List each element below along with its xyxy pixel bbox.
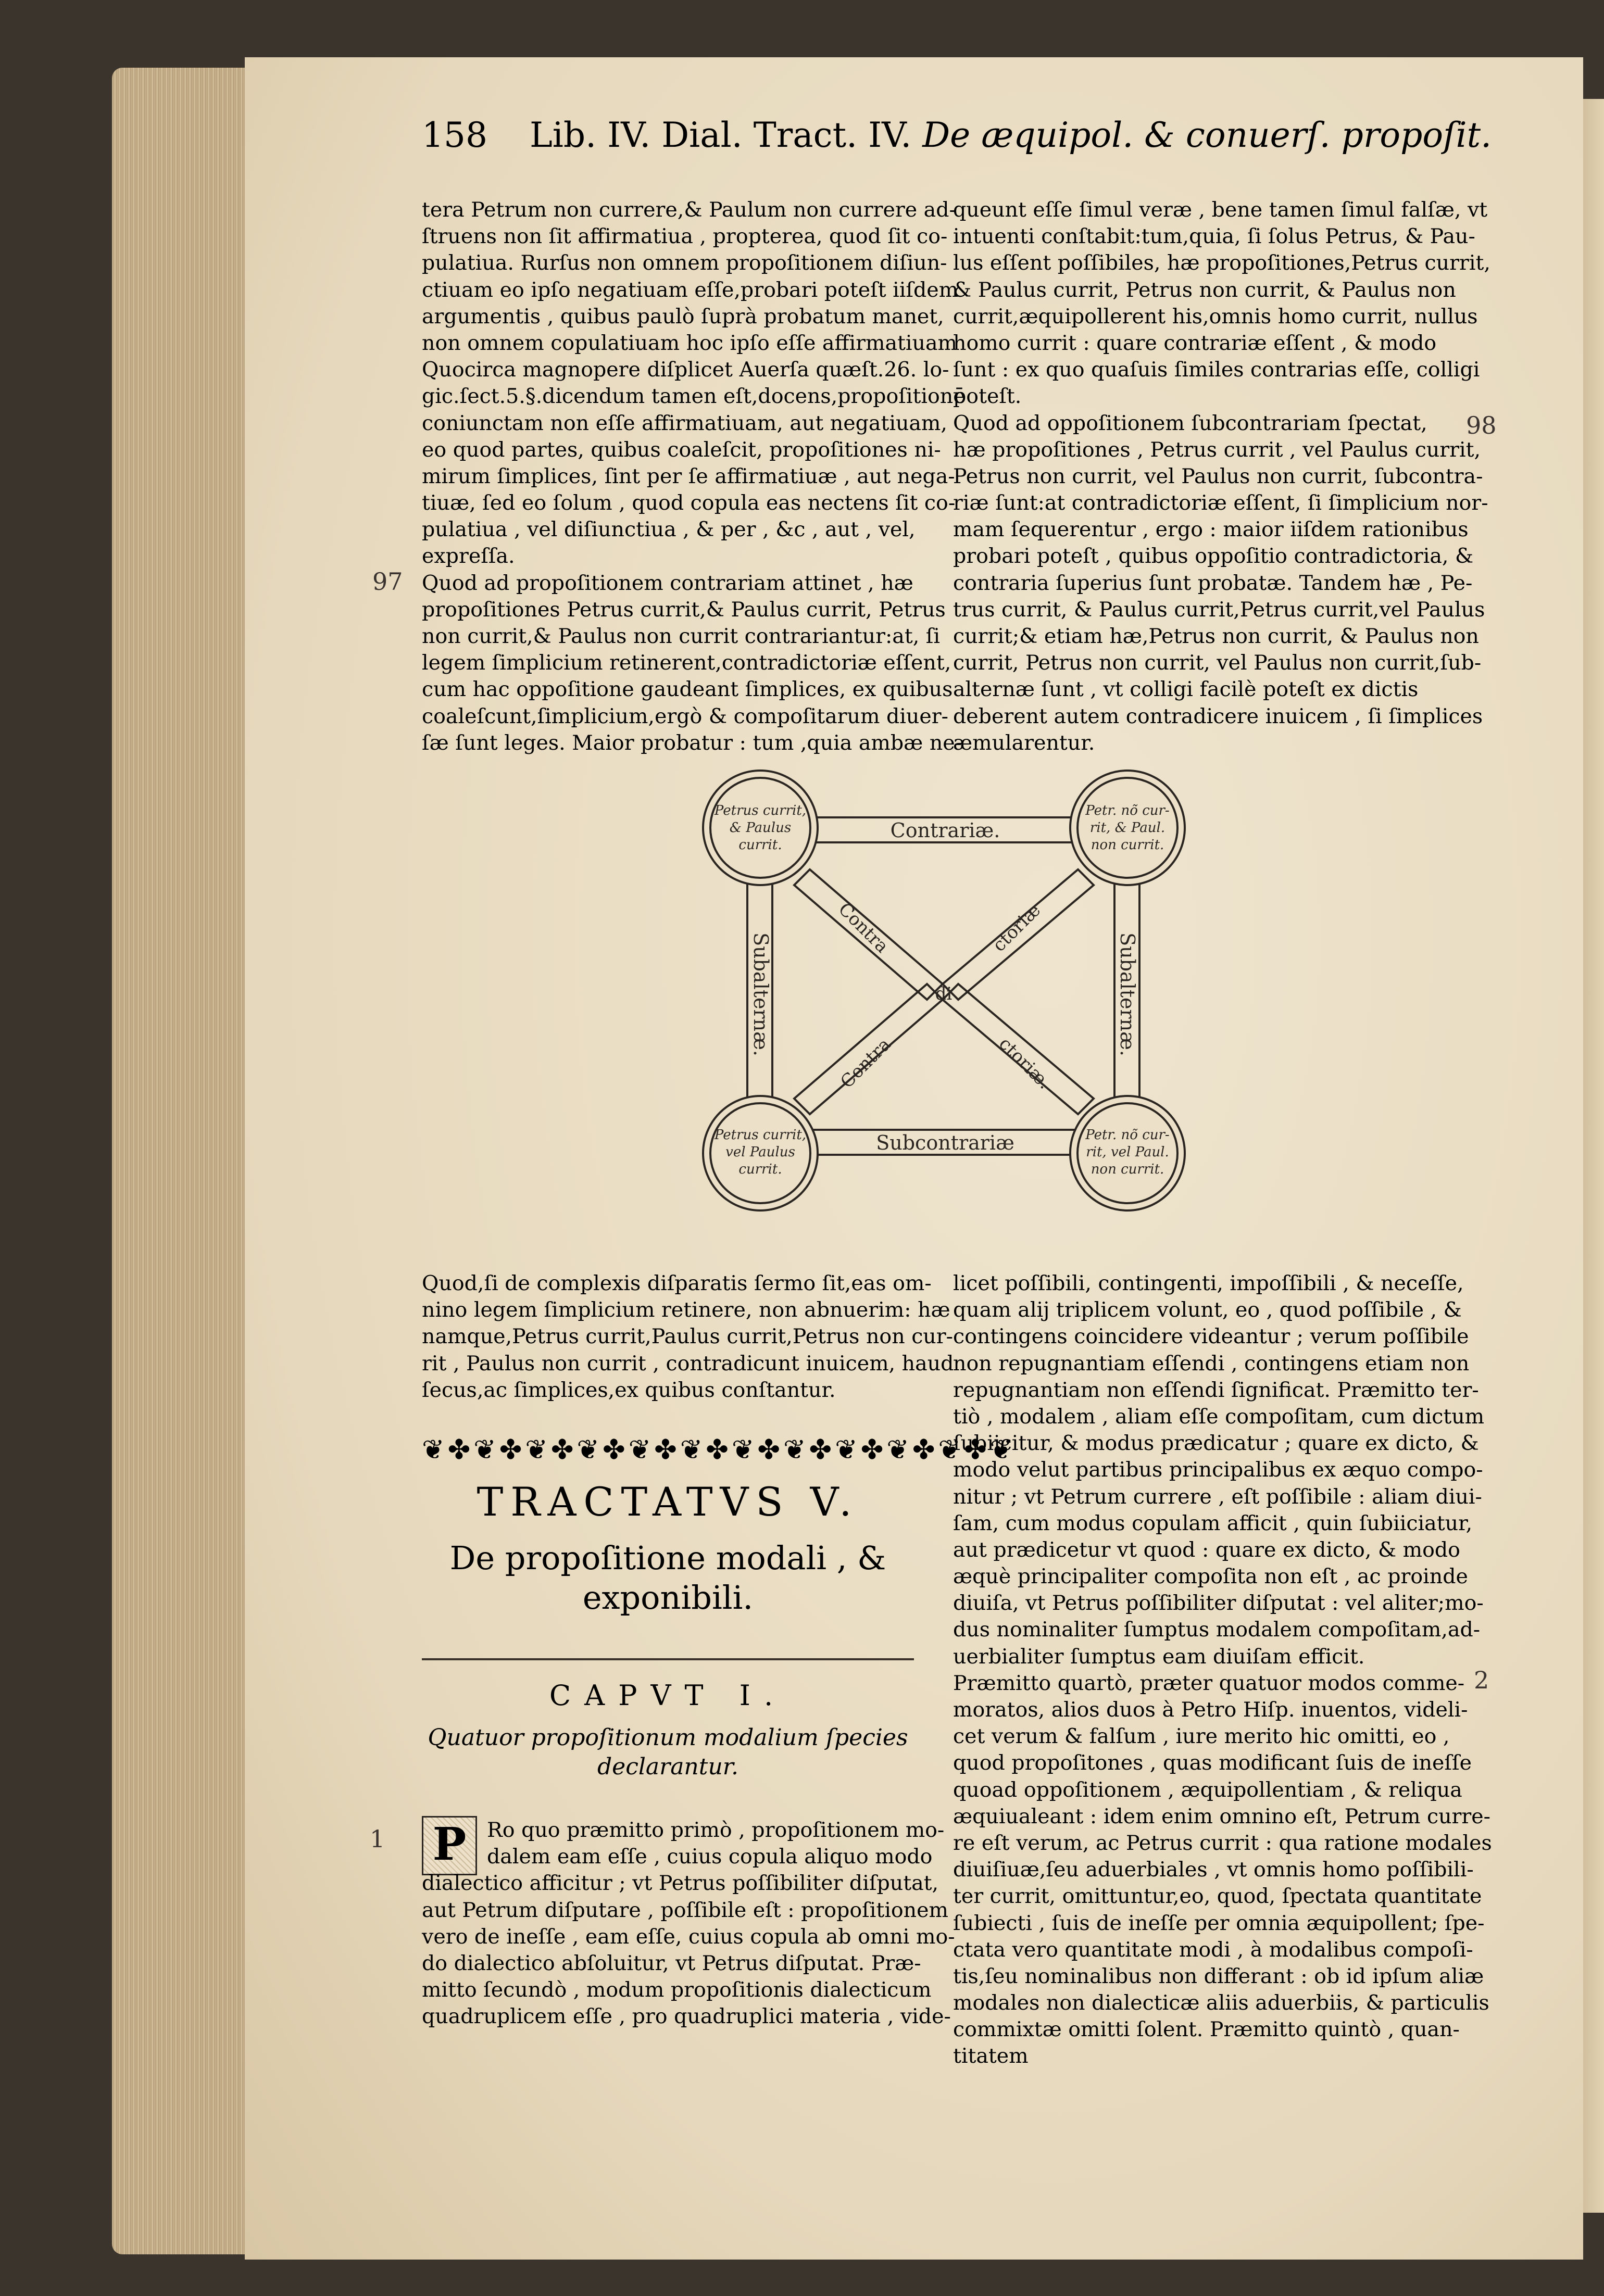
text-line: non repugnantiam eſſendi , contingens etiam non [953,1351,1470,1376]
text-line: Quod ad oppoſitionem ſubcontrariam ſpectat, [953,411,1427,435]
text-line: mirum ſimplices, ſint per ſe affirmatiuæ , aut nega- [422,464,955,488]
circle-text: rit, & Paul. [1089,820,1166,836]
text-line: do dialectico abſoluitur, vt Petrus diſputat. Præ- [422,1951,921,1975]
text-line: Petrus non currit, vel Paulus non currit, ſubcontra- [953,464,1483,488]
text-line: poteſt. [953,384,1022,409]
text-line: ſubiicitur, & modus prædicatur ; quare ex dicto, & [953,1431,1479,1456]
text-line: queunt eſſe ſimul veræ , bene tamen ſimul falſæ, vt [953,198,1488,222]
tractatus-heading: TRACTATVS V. [477,1479,859,1525]
text-line: currit,æquipollerent his,omnis homo currit, nullus [953,304,1478,329]
text-line: æquiualeant : idem enim omnino eſt, Petrum curre- [953,1804,1491,1828]
text-line: nitur ; vt Petrum currere , eſt poſſibile : aliam diui- [953,1484,1482,1509]
text-line: pulatiua , vel diſiunctiua , & per , &c , aut , vel, [422,518,916,542]
page-number: 158 [422,115,487,155]
text-line: dialectico afficitur ; vt Petrus poſſibiliter diſputat, [422,1871,939,1896]
circle-text: Petrus currit, [714,803,807,818]
text-line: namque,Petrus currit,Paulus currit,Petrus non cur- [422,1324,953,1349]
label-contra-diagonal: Contra [836,1034,895,1093]
ornament-band: ❦✤❦✤❦✤❦✤❦✤❦✤❦✤❦✤❦✤❦✤❦✤❦ [422,1434,1016,1466]
text-line: gic.ſect.5.§.dicendum tamen eſt,docens,propoſitionē [422,384,966,409]
text-line: licet poſſibili, contingenti, impoſſibili , & neceſſe, [953,1271,1464,1295]
text-line: dus nominaliter ſumptus modalem compoſitam,ad- [953,1618,1481,1642]
right-column-bottom [953,1270,1492,2070]
text-line: non currit,& Paulus non currit contrariantur:at, ſi [422,624,941,648]
label-ctoriae-diagonal: ctoriæ. [995,1033,1055,1093]
tractatus-subtitle-line: exponibili. [582,1579,754,1617]
text-line: cum hac oppoſitione gaudeant ſimplices, ex quibus [422,677,953,702]
text-line: ter currit, omittuntur,eo, quod, ſpectata quantitate [953,1884,1482,1909]
text-line: legem ſimplicium retinerent,contradictoriæ eſſent, [422,651,951,675]
text-line: argumentis , quibus paulò ſuprà probatum manet, [422,304,944,329]
text-line: ctata vero quantitate modi , à modalibus compoſi- [953,1937,1473,1962]
margin-number: 1 [370,1825,385,1853]
text-line: æmularentur. [953,730,1095,755]
text-line: diuiſa, vt Petrus poſſibiliter diſputat : vel aliter;mo- [953,1591,1484,1616]
circle-text: non currit. [1091,1162,1164,1177]
drop-cap: P [422,1816,477,1875]
text-line: Ro quo præmitto primò , propoſitionem mo- [487,1818,945,1842]
header-title-italic: De æquipol. & conuerſ. propoſit. [922,115,1492,155]
text-line: Quod,ſi de complexis diſparatis ſermo ſit,eas om- [422,1271,932,1295]
text-line: ſunt : ex quo quaſuis ſimiles contrarias eſſe, colligi [953,358,1480,382]
text-line: currit;& etiam hæ,Petrus non currit, & Paulus non [953,624,1479,648]
left-column-top [422,197,966,756]
text-line: uerbialiter ſumptus eam diuiſam efficit. [953,1644,1365,1669]
text-line: quam alij triplicem volunt, eo , quod poſſibile , & [953,1298,1462,1322]
circle-text: Petrus currit, [714,1127,807,1143]
text-line: cet verum & falſum , iure merito hic omitti, eo , [953,1724,1450,1749]
circle-text: currit. [738,1162,782,1177]
caput-heading: CAPVT I. [549,1679,787,1712]
text-line: currit, Petrus non currit, vel Paulus non currit,ſub- [953,651,1482,675]
text-line: quod propoſitones , quas modificant ſuis de ineſſe [953,1751,1472,1775]
text-line: nino legem ſimplicium retinere, non abnuerim: hæ [422,1298,950,1322]
caput-subtitle-line: declarantur. [597,1753,738,1780]
header-title: Lib. IV. Dial. Tract. IV. [529,115,912,155]
text-line: tis,ſeu nominalibus non differant : ob id ipſum aliæ [953,1964,1484,1988]
text-line: quoad oppoſitionem , æquipollentiam , & reliqua [953,1777,1462,1802]
text-line: ſecus,ac ſimplices,ex quibus conſtantur. [422,1378,836,1402]
text-line: æquè principaliter compoſita non eſt , ac proinde [953,1565,1468,1589]
label-ctoriae-diagonal: ctoriæ [988,900,1045,956]
circle-text: non currit. [1091,837,1164,853]
label-di: di [935,983,953,1004]
running-header [422,104,1492,167]
text-line: hæ propoſitiones , Petrus currit , vel Paulus currit, [953,437,1481,462]
text-line: contingens coincidere videantur ; verum poſſibile [953,1324,1469,1349]
text-line: vero de ineſſe , eam eſſe, cuius copula ab omni mo- [422,1924,955,1949]
margin-number: 2 [1474,1666,1489,1694]
text-line: repugnantiam non eſſendi ſignificat. Præmitto ter- [953,1378,1479,1402]
text-line: trus currit, & Paulus currit,Petrus currit,vel Paulus [953,597,1485,622]
text-line: contraria ſuperius ſunt probatæ. Tandem hæ , Pe- [953,571,1473,595]
text-line: eo quod partes, quibus coaleſcit, propoſitiones ni- [422,437,941,462]
text-line: pulatiua. Rurſus non omnem propoſitionem diſiun- [422,251,947,275]
text-line: propoſitiones Petrus currit,& Paulus currit, Petrus [422,597,946,622]
text-line: ctiuam eo ipſo negatiuam eſſe,probari poteſt iiſdem [422,277,959,302]
text-line: expreſſa. [422,544,515,569]
text-line: coaleſcunt,ſimplicium,ergò & compoſitarum diuer- [422,704,948,728]
text-line: modo velut partibus principalibus ex æquo compo- [953,1458,1483,1482]
left-column-bottom [422,1817,955,2030]
circle-text: Petr. nõ cur- [1085,1127,1170,1143]
label-subalternae-left: Subalternæ. [749,932,772,1056]
text-line: alternæ ſunt , vt colligi facilè poteſt ex dictis [953,677,1419,702]
text-line: probari poteſt , quibus oppoſitio contradictoria, & [953,544,1474,569]
left-column-middle [422,1270,954,1404]
text-line: quadruplicem eſſe , pro quadruplici materia , vide- [422,2004,951,2029]
text-line: riæ ſunt:at contradictoriæ eſſent, ſi ſimplicium nor- [953,491,1488,515]
text-line: coniunctam non eſſe affirmatiuam, aut negatiuam, [422,411,947,435]
text-line: Quocirca magnopere diſplicet Auerſa quæſt.26. lo- [422,358,949,382]
text-line: tiò , modalem , aliam eſſe compoſitam, cum dictum [953,1404,1485,1429]
circle-text: currit. [738,837,782,853]
label-contrariae: Contrariæ. [890,819,1000,842]
text-line: ſtruens non ſit affirmatiua , propterea, quod ſit co- [422,224,948,249]
text-line: dalem eam eſſe , cuius copula aliquo modo [487,1845,933,1869]
text-line: intuenti conſtabit:tum,quia, ſi ſolus Petrus, & Pau- [953,224,1475,249]
text-line: Quod ad propoſitionem contrariam attinet , hæ [422,571,913,595]
text-line: titatem [953,2044,1029,2068]
text-line: re eſt verum, ac Petrus currit : qua ratione modales [953,1831,1492,1855]
caput-subtitle-line: Quatuor propoſitionum modalium ſpecies [428,1724,908,1751]
text-line: aut prædicetur vt quod : quare ex dicto, & modo [953,1537,1460,1562]
text-line: ſam, cum modus copulam afficit , quin ſubiiciatur, [953,1511,1473,1535]
circle-text: & Paulus [729,820,792,836]
text-line: & Paulus currit, Petrus non currit, & Paulus non [953,277,1456,302]
text-line: rit , Paulus non currit , contradicunt inuicem, haud [422,1351,954,1376]
label-contra-diagonal: Contra [834,899,893,957]
square-of-opposition-diagram [698,765,1193,1218]
text-line: deberent autem contradicere inuicem , ſi ſimplices [953,704,1483,728]
tractatus-subtitle-line: De propoſitione modali , & [449,1539,886,1577]
text-line: tera Petrum non currere,& Paulum non currere ad- [422,198,956,222]
label-subcontrariae: Subcontrariæ [876,1131,1014,1154]
text-line: mitto ſecundò , modum propoſitionis dialecticum [422,1978,932,2002]
margin-number: 98 [1466,411,1497,439]
text-line: modales non dialecticæ aliis aduerbiis, & particulis [953,1991,1489,2015]
circle-text: vel Paulus [725,1144,795,1160]
text-line: ſubiecti , ſuis de ineſſe per omnia æquipollent; ſpe- [953,1911,1485,1935]
circle-text: rit, vel Paul. [1086,1144,1169,1160]
margin-number: 97 [372,567,403,596]
circle-text: Petr. nõ cur- [1085,803,1170,818]
caput-subtitle [422,1723,914,1782]
text-line: aut Petrum diſputare , poſſibile eſt : propoſitionem [422,1898,948,1922]
text-line: ſæ ſunt leges. Maior probatur : tum ,quia ambæ ne- [422,730,962,755]
tractatus-subtitle [422,1538,914,1618]
text-line: Præmitto quartò, præter quatuor modos comme- [953,1671,1465,1695]
text-line: mam ſequerentur , ergo : maior iiſdem rationibus [953,518,1469,542]
book-page-edges [112,68,260,2254]
text-line: diuiſiuæ,ſeu aduerbiales , vt omnis homo poſſibili- [953,1858,1474,1882]
text-line: tiuæ, ſed eo ſolum , quod copula eas nectens ſit co- [422,491,956,515]
text-line: lus eſſent poſſibiles, hæ propoſitiones,Petrus currit, [953,251,1490,275]
text-line: commixtæ omitti ſolent. Præmitto quintò , quan- [953,2017,1460,2042]
label-subalternae-right: Subalternæ. [1116,932,1139,1056]
text-line: non omnem copulatiuam hoc ipſo eſſe affirmatiuam [422,331,958,355]
text-line: moratos, alios duos à Petro Hiſp. inuentos, videli- [953,1698,1468,1722]
text-line: homo currit : quare contrariæ eſſent , & modo [953,331,1437,355]
heading-rule [422,1658,914,1660]
